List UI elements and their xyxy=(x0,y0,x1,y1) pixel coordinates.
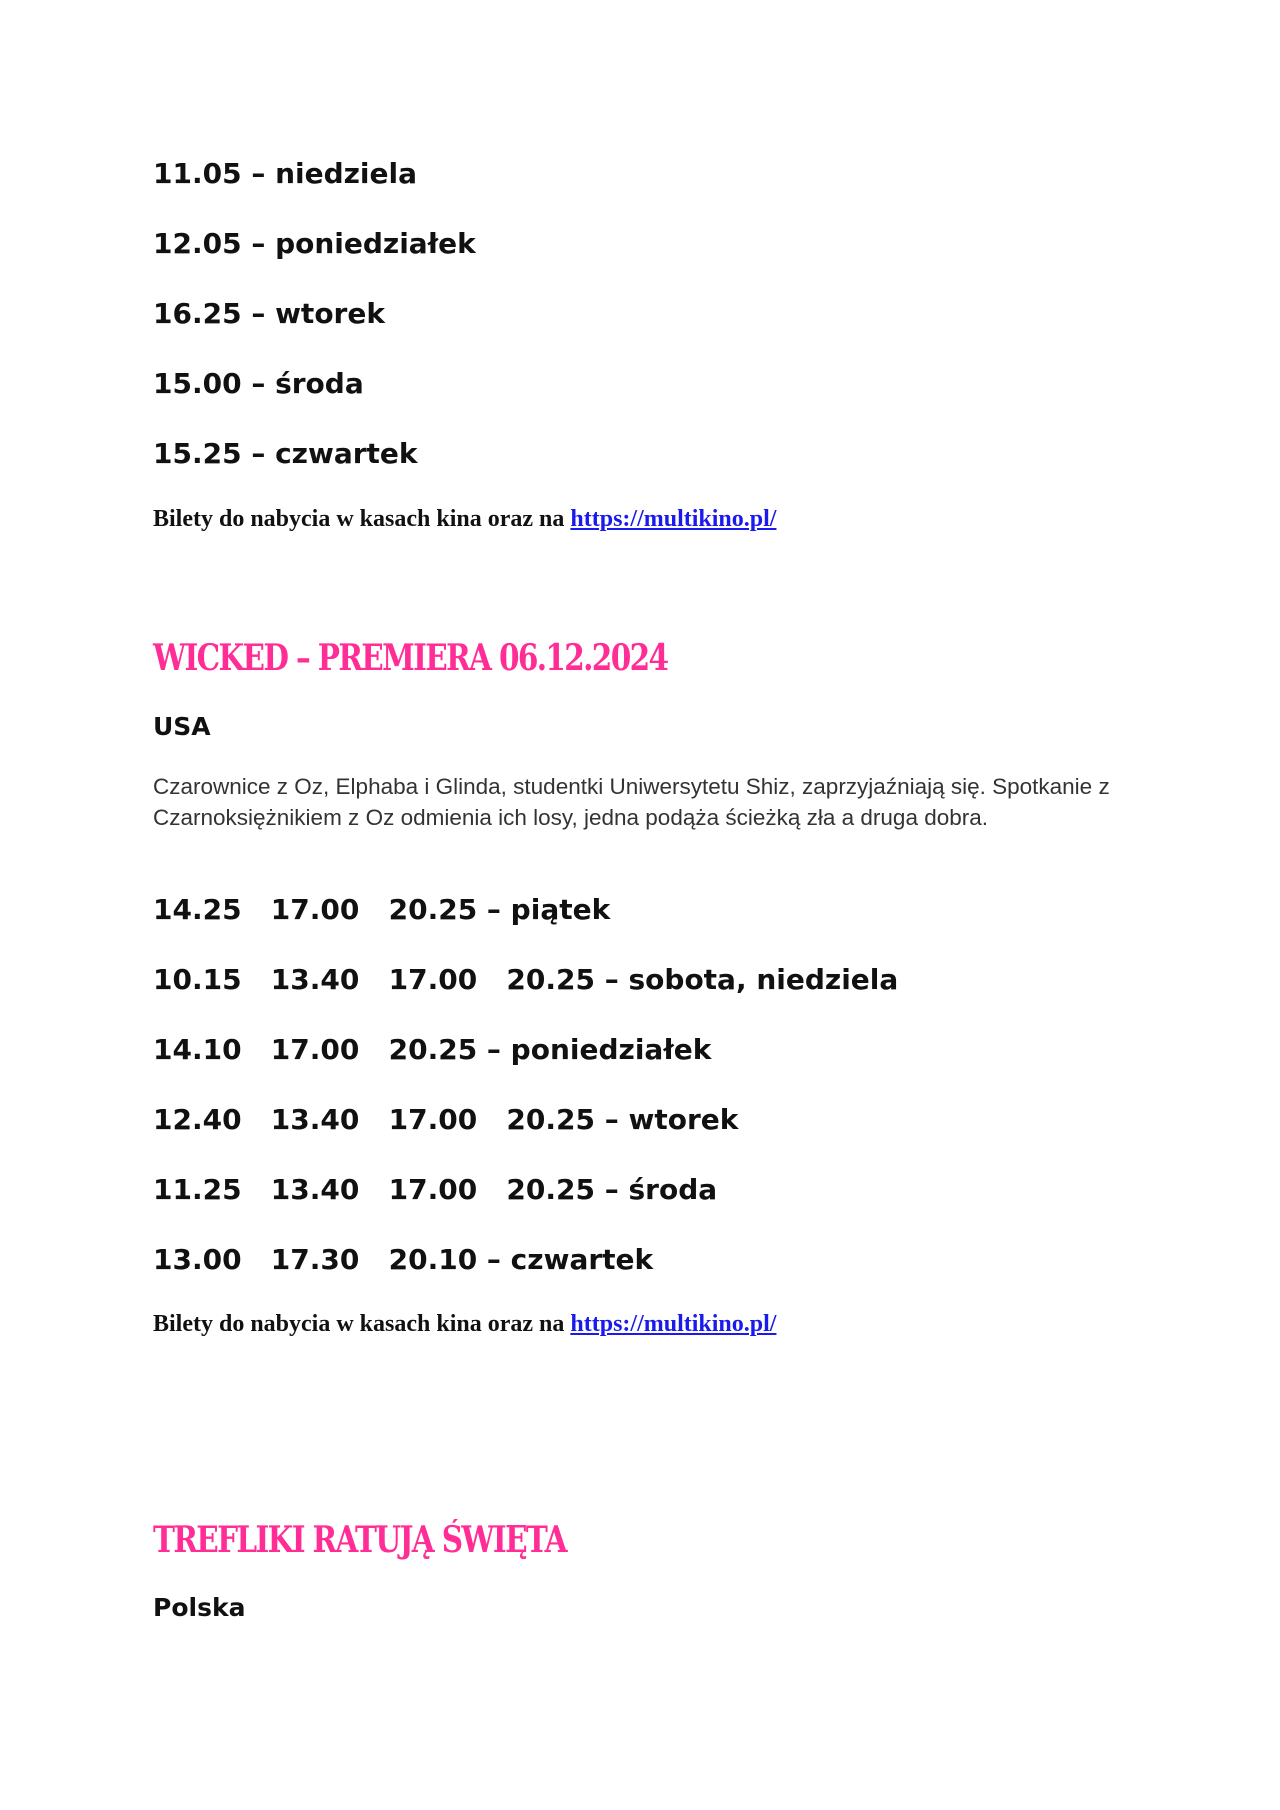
multikino-link[interactable]: https://multikino.pl/ xyxy=(570,506,777,532)
movie-description: Czarownice z Oz, Elphaba i Glinda, studentki Uniwersytetu Shiz, zaprzyjaźniają się. Spotkanie z Czarnoksiężnikiem z Oz odmienia ich losy, jedna podąża ścieżką zła a druga dobra. xyxy=(153,774,1110,830)
showtime-line: 15.00 – środa xyxy=(153,367,364,400)
tickets-text: Bilety do nabycia w kasach kina oraz na xyxy=(153,506,571,532)
showtime-line: 16.25 – wtorek xyxy=(153,297,385,330)
showtime-line: 12.05 – poniedziałek xyxy=(153,227,476,260)
showtime-line: 12.40 13.40 17.00 20.25 – wtorek xyxy=(153,1103,739,1136)
movie-title-wicked: WICKED – PREMIERA 06.12.2024 xyxy=(153,637,668,679)
showtime-line: 11.05 – niedziela xyxy=(153,157,418,190)
movie-title-trefliki: TREFLIKI RATUJĄ ŚWIĘTA xyxy=(153,1519,566,1561)
movie-country: USA xyxy=(153,712,211,741)
showtime-line: 14.10 17.00 20.25 – poniedziałek xyxy=(153,1033,712,1066)
showtime-line: 14.25 17.00 20.25 – piątek xyxy=(153,893,611,926)
multikino-link[interactable]: https://multikino.pl/ xyxy=(570,1311,777,1337)
tickets-info xyxy=(153,1309,776,1339)
movie-country: Polska xyxy=(153,1593,246,1622)
showtime-line: 13.00 17.30 20.10 – czwartek xyxy=(153,1243,654,1276)
tickets-info xyxy=(153,504,776,534)
showtime-line: 15.25 – czwartek xyxy=(153,437,418,470)
tickets-text: Bilety do nabycia w kasach kina oraz na xyxy=(153,1311,571,1337)
showtime-line: 10.15 13.40 17.00 20.25 – sobota, niedziela xyxy=(153,963,899,996)
showtime-line: 11.25 13.40 17.00 20.25 – środa xyxy=(153,1173,718,1206)
